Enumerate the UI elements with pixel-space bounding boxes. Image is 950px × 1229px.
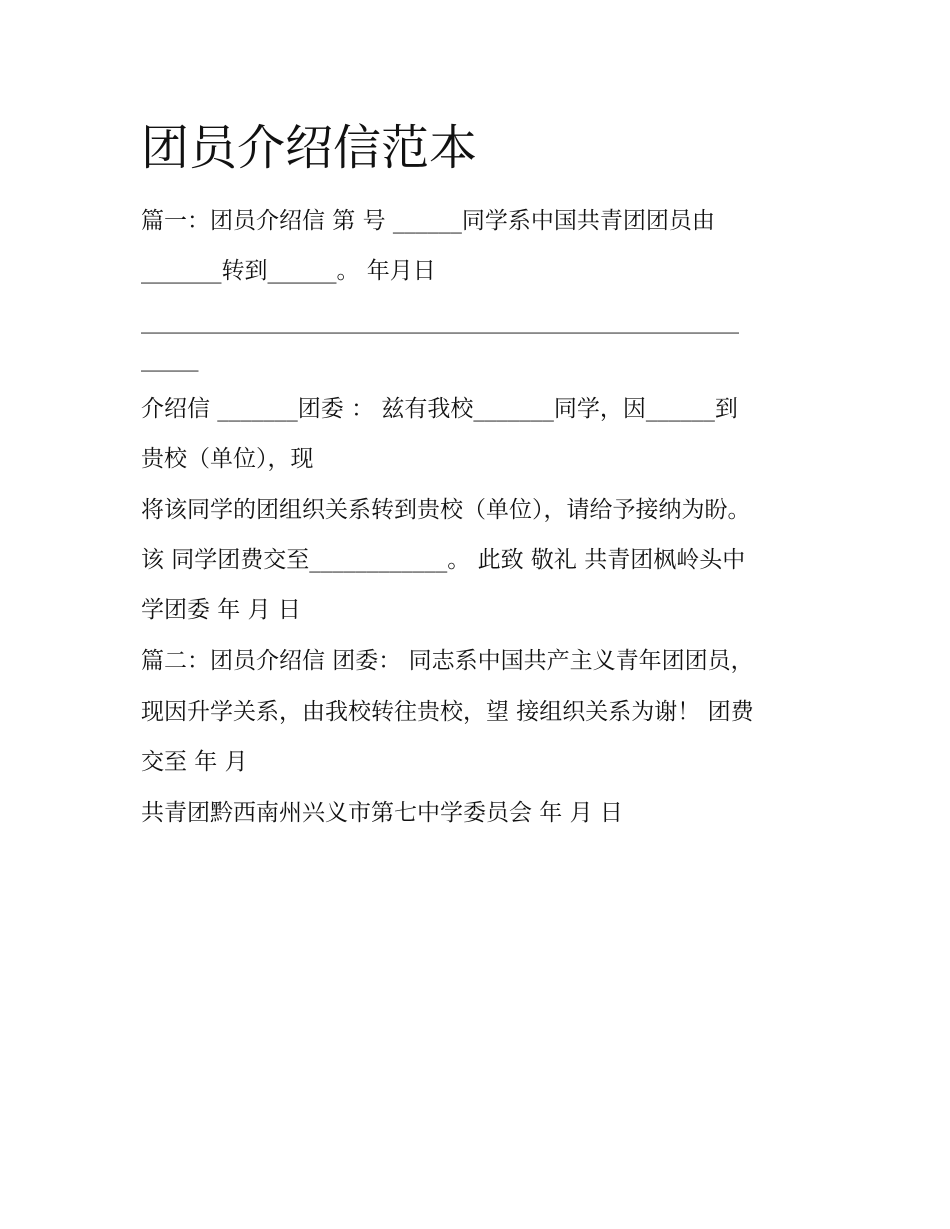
text-line-11: 现因升学关系，由我校转往贵校，望 接组织关系为谢！ 团费 [141,699,754,725]
text-line-9: 学团委 年 月 日 [141,597,301,623]
document-title: 团员介绍信范本 [141,120,478,176]
text-line-3: ____________________________________________________ [141,308,739,334]
text-line-12: 交至 年 月 [141,749,248,775]
text-line-13: 共青团黔西南州兴义市第七中学委员会 年 月 日 [141,800,623,826]
text-line-8: 该 同学团费交至____________。 此致 敬礼 共青团枫岭头中 [141,547,746,573]
text-line-2: _______转到______。 年月日 [141,258,436,284]
text-line-1: 篇一：团员介绍信 第 号 ______同学系中国共青团团员由 [141,208,715,234]
text-line-7: 将该同学的团组织关系转到贵校（单位），请给予接纳为盼。 [141,497,751,523]
text-line-4: _____ [141,346,199,372]
text-line-5: 介绍信 _______团委 ： 兹有我校_______同学，因______到 [141,396,738,422]
text-line-6: 贵校（单位），现 [141,446,314,472]
text-line-10: 篇二：团员介绍信 团委： 同志系中国共产主义青年团团员， [141,648,754,674]
